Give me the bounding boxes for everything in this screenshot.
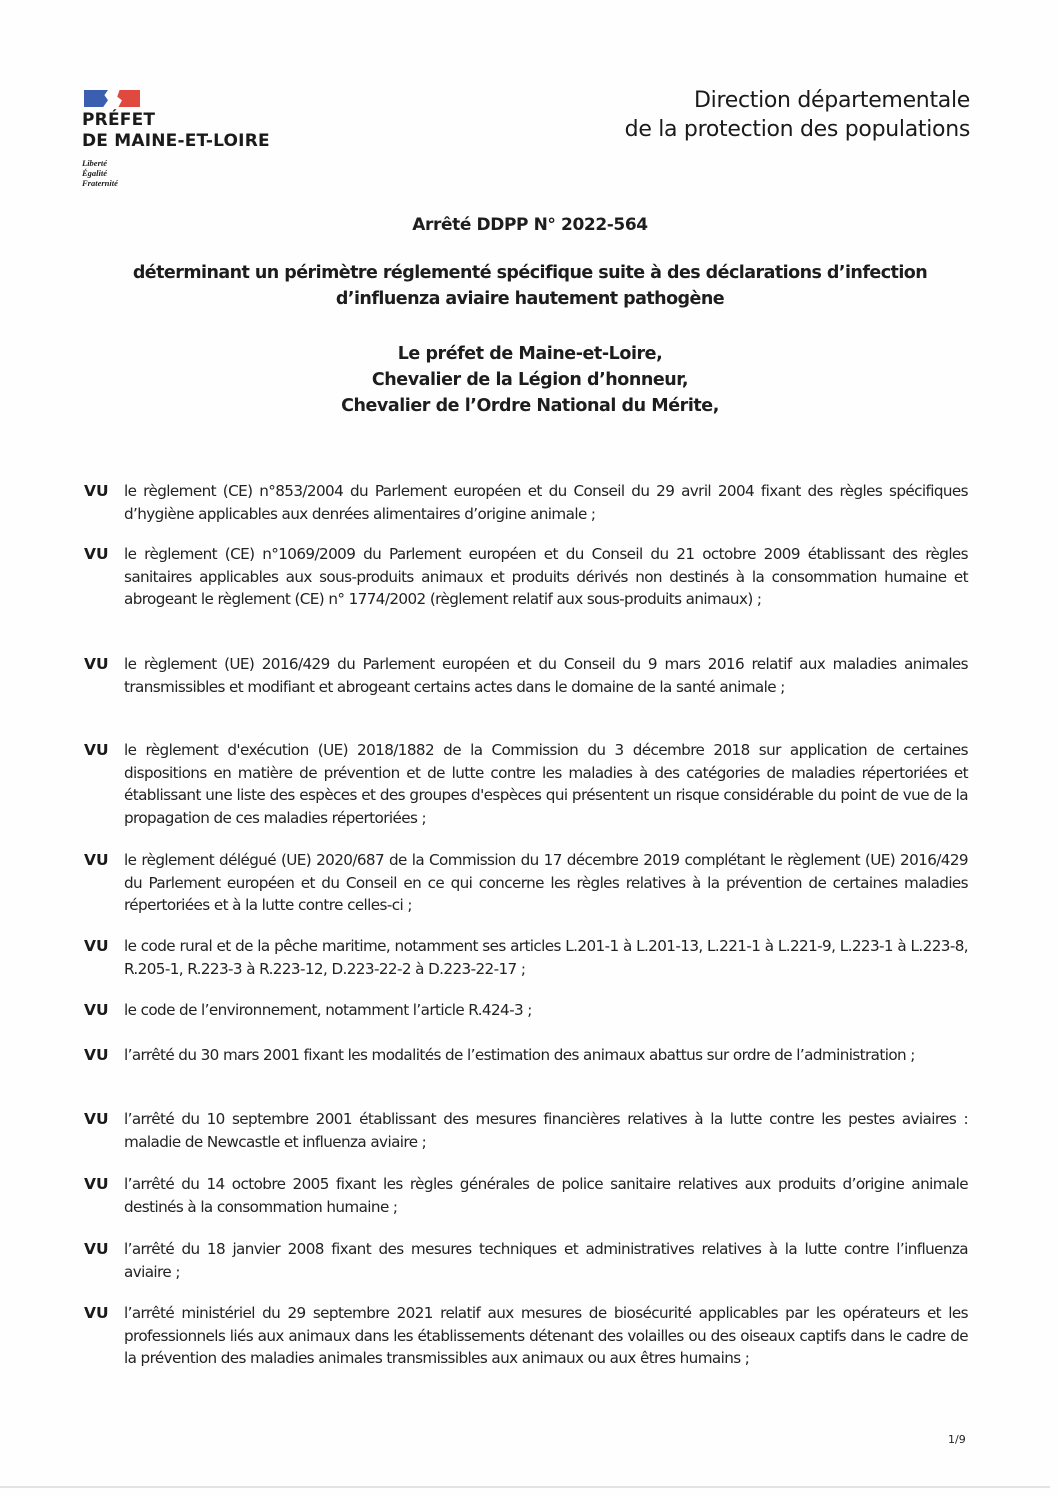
vu-label: VU [84,851,109,869]
flag-red-part [116,90,140,107]
vu-item [84,1108,968,1153]
vu-label: VU [84,741,109,759]
vu-text: le règlement (UE) 2016/429 du Parlement européen et du Conseil du 9 mars 2016 relatif aux maladies animales transmissibles et modifiant et abrogeant certains actes dans le domaine de la santé animale ; [124,655,968,696]
vu-label: VU [84,655,109,673]
vu-text: l’arrêté du 18 janvier 2008 fixant des mesures techniques et administratives relatives à la lutte contre l’influenza aviaire ; [124,1240,968,1281]
vu-label: VU [84,1110,109,1128]
vu-label: VU [84,1046,109,1064]
direction-line-2: de la protection des populations [624,117,970,142]
republic-motto [82,158,270,188]
arrete-subject [80,260,980,312]
vu-label: VU [84,1240,109,1258]
prefet-intro-line-1: Le préfet de Maine-et-Loire, [397,344,663,364]
prefecture-logo-block [82,88,270,188]
vu-item [84,1173,968,1218]
vu-item [84,999,968,1022]
vu-label: VU [84,937,109,955]
vu-item [84,935,968,980]
vu-text: l’arrêté du 30 mars 2001 fixant les modalités de l’estimation des animaux abattus sur ordre de l’administration ; [124,1046,915,1064]
scan-edge-divider [0,1486,1050,1488]
page-indicator: 1/9 [948,1433,966,1446]
vu-item [84,1302,968,1370]
vu-label: VU [84,482,109,500]
arrete-number: Arrêté DDPP N° 2022-564 [412,215,648,235]
flag-blue-part [84,90,108,107]
vu-label: VU [84,1001,109,1019]
vu-text: l’arrêté du 10 septembre 2001 établissant des mesures financières relatives à la lutte contre les pestes aviaires : maladie de Newcastle et influenza aviaire ; [124,1110,968,1151]
marianne-flag-icon [84,88,142,108]
vu-text: le règlement (CE) n°1069/2009 du Parlement européen et du Conseil du 21 octobre 2009 établissant des règles sanitaires applicables aux sous-produits animaux et produits dérivés non destinés à la consommation humaine et abrogeant le règlement (CE) n° 1774/2002 (règlement relatif aux sous-produits animaux) ; [124,545,968,608]
vu-item [84,739,968,829]
vu-item [84,1044,968,1067]
prefet-intro-line-3: Chevalier de l’Ordre National du Mérite, [341,396,719,416]
vu-text: l’arrêté du 14 octobre 2005 fixant les règles générales de police sanitaire relatives aux produits d’origine animale destinés à la consommation humaine ; [124,1175,968,1216]
prefet-intro-line-2: Chevalier de la Légion d’honneur, [371,370,689,390]
direction-line-1: Direction départementale [694,88,970,113]
vu-item [84,849,968,917]
subject-line-1: déterminant un périmètre réglementé spécifique suite à des déclarations d’infection [132,263,928,283]
prefet-intro [80,341,980,419]
vu-item [84,543,968,611]
direction-heading [625,86,970,144]
prefet-line-1: PRÉFET [82,110,156,130]
vu-label: VU [84,1304,109,1322]
vu-text: le règlement délégué (UE) 2020/687 de la Commission du 17 décembre 2019 complétant le règlement (UE) 2016/429 du Parlement européen et du Conseil en ce qui concerne les règles relatives à la prévention de certaines maladies répertoriées et à la lutte contre celles-ci ; [124,851,968,914]
vu-text: le code rural et de la pêche maritime, notamment ses articles L.201-1 à L.201-13, L.221-1 à L.221-9, L.223-1 à L.223-8, R.205-1, R.223-3 à R.223-12, D.223-22-2 à D.223-22-17 ; [124,937,968,978]
vu-item [84,653,968,698]
prefet-title [82,110,270,152]
motto-egalite: Égalité [82,168,108,178]
vu-text: le règlement d'exécution (UE) 2018/1882 de la Commission du 3 décembre 2018 sur application de certaines dispositions en matière de prévention et de lutte contre les maladies à des catégories de maladies répertoriées et établissant une liste des espèces et des groupes d'espèces qui présentent un risque considérable du point de vue de la propagation de ces maladies répertoriées ; [124,741,968,827]
vu-label: VU [84,1175,109,1193]
vu-item [84,480,968,525]
subject-line-2: d’influenza aviaire hautement pathogène [335,289,725,309]
motto-fraternite: Fraternité [82,178,118,188]
prefet-line-2: DE MAINE-ET-LOIRE [82,131,270,151]
motto-liberte: Liberté [82,158,108,168]
vu-text: le code de l’environnement, notamment l’article R.424-3 ; [124,1001,532,1019]
vu-item [84,1238,968,1283]
vu-label: VU [84,545,109,563]
vu-text: l’arrêté ministériel du 29 septembre 2021 relatif aux mesures de biosécurité applicables par les opérateurs et les professionnels liés aux animaux dans les établissements détenant des volailles ou des oiseaux captifs dans le cadre de la prévention des maladies animales transmissibles aux animaux ou aux êtres humains ; [124,1304,968,1367]
vu-text: le règlement (CE) n°853/2004 du Parlement européen et du Conseil du 29 avril 2004 fixant des règles spécifiques d’hygiène applicables aux denrées alimentaires d’origine animale ; [124,482,968,523]
